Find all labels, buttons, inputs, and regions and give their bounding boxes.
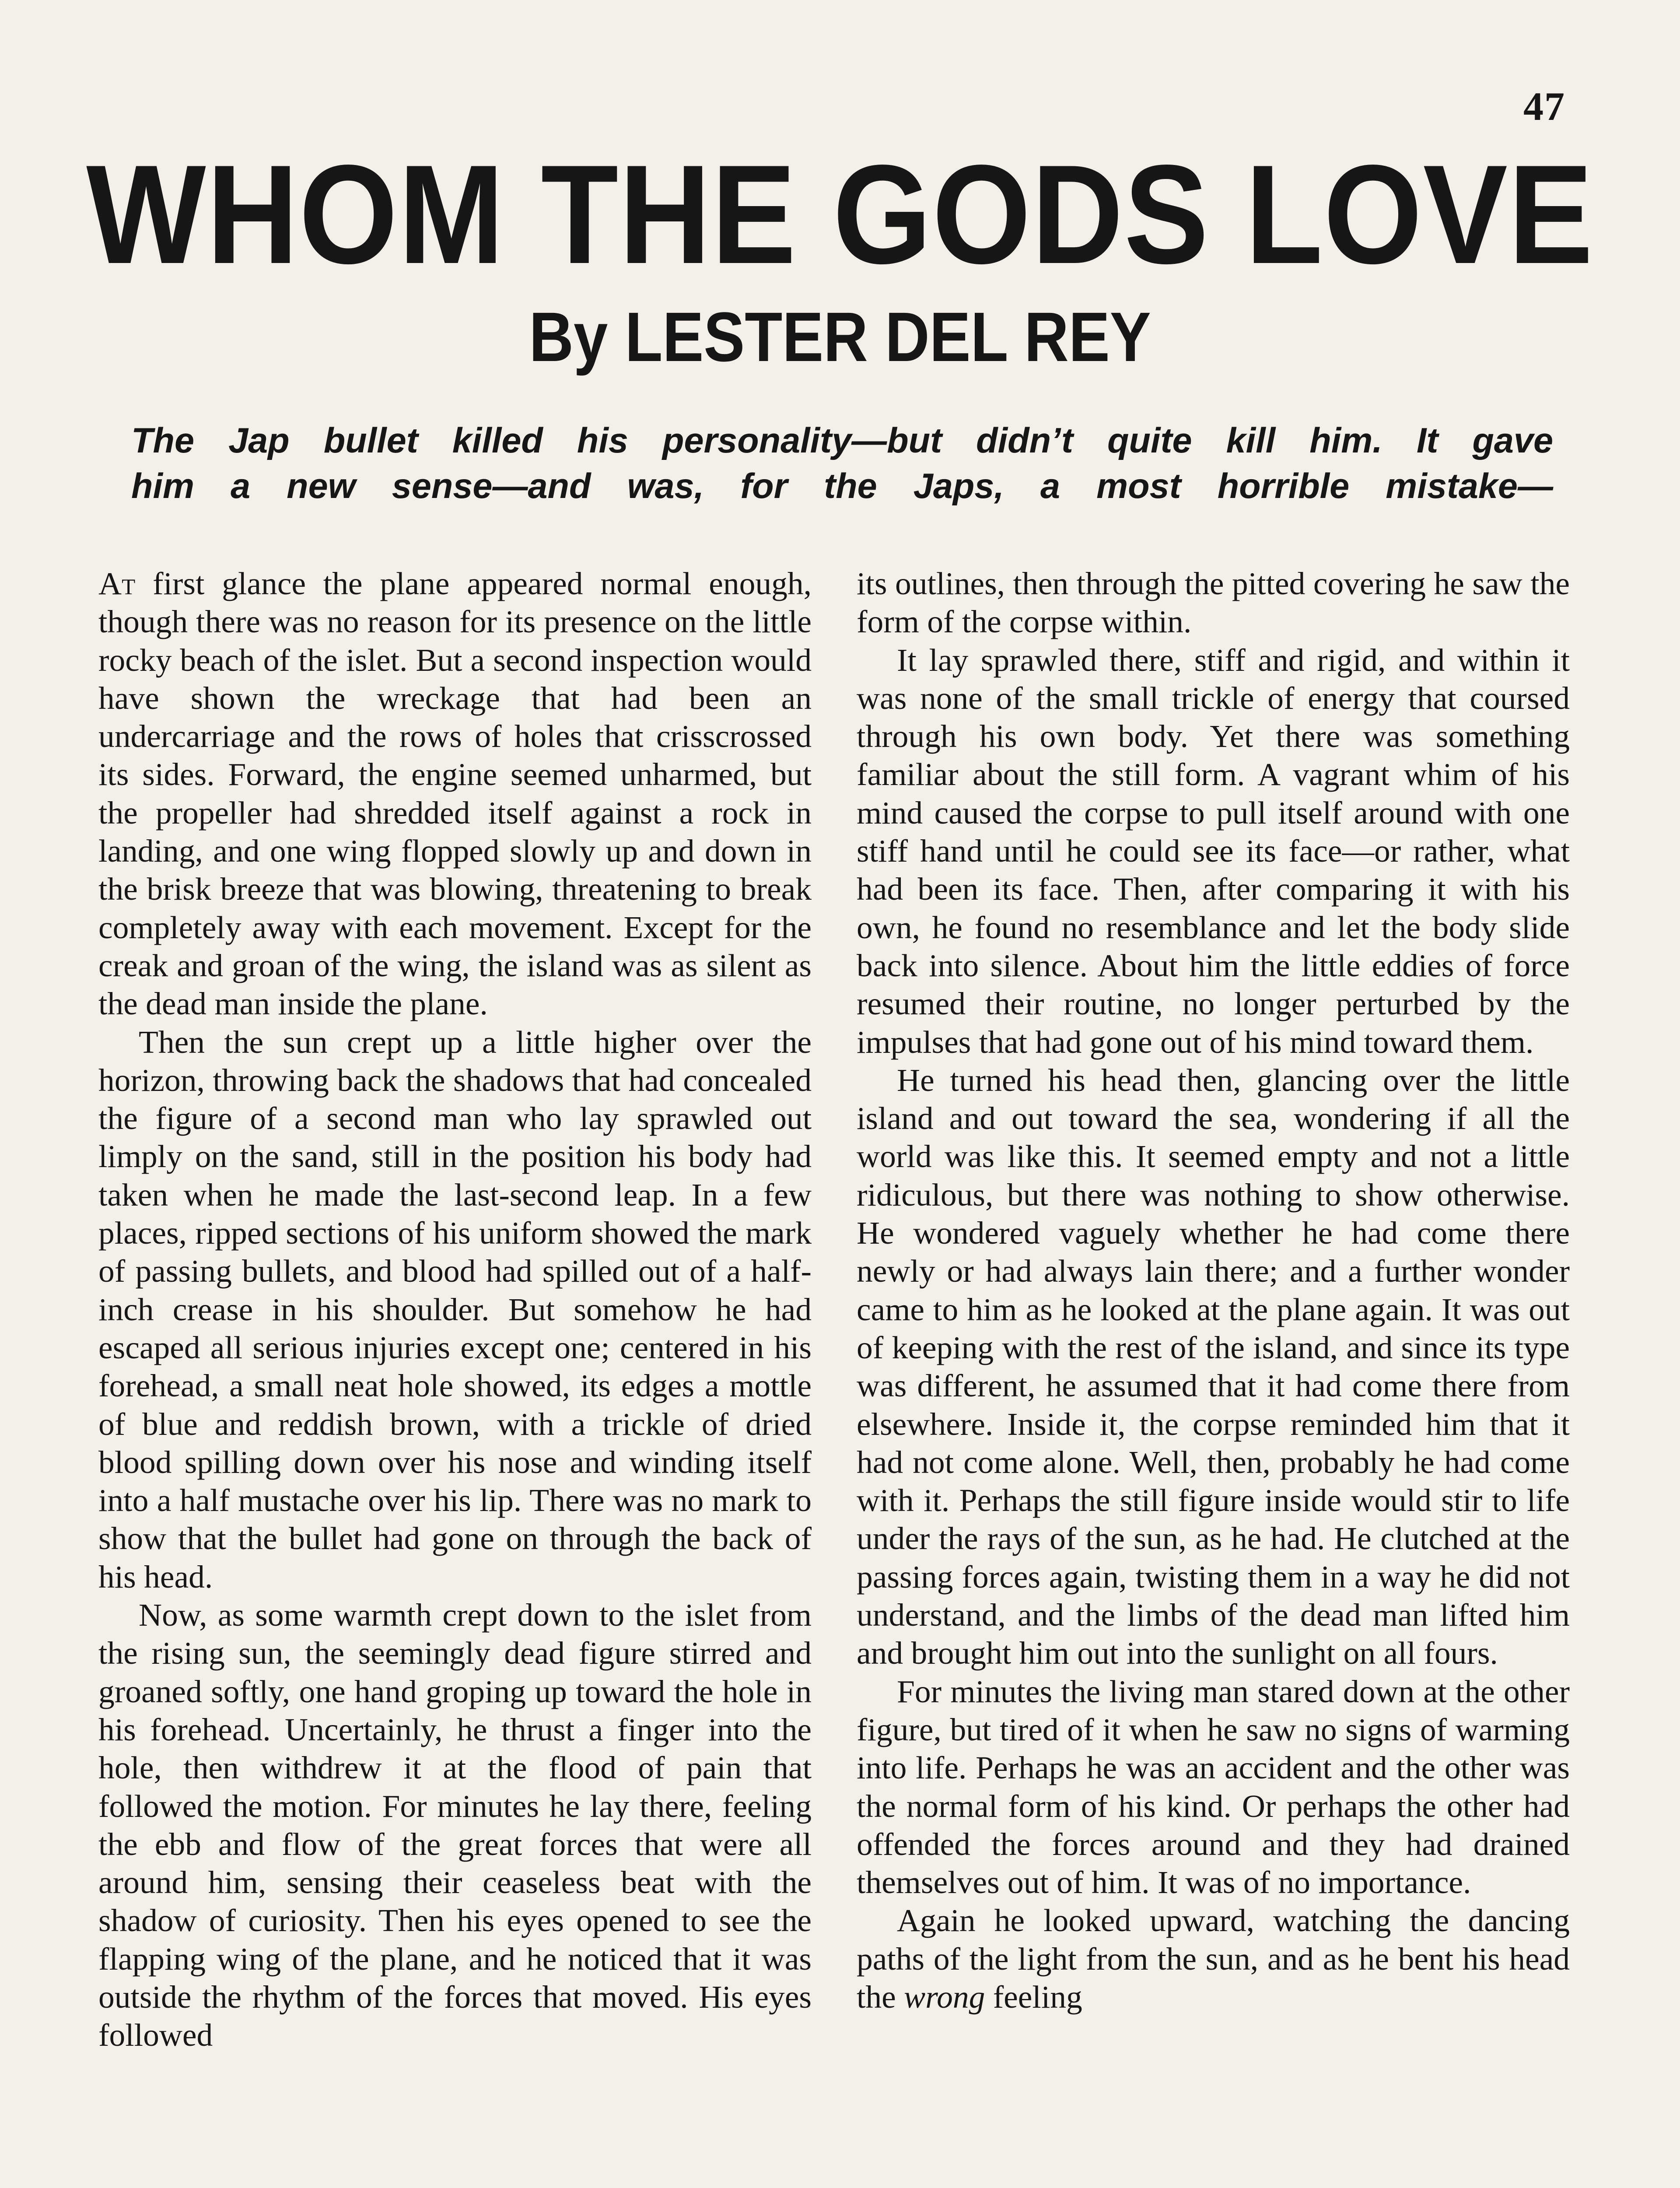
paragraph-text: first glance the plane appeared normal enough, though there was no reason for its presence on the little rocky beach of the islet. But a second inspection would have shown the wreckage that had been an undercarriage and the rows of holes that crisscrossed its sides. Forward, the engine seemed unharmed, but the propeller had shredded itself against a rock in landing, and one wing flopped slowly up and down in the brisk breeze that was blowing, threatening to break completely away with each movement. Except for the creak and groan of the wing, the island was as silent as the dead man inside the plane.: [98, 566, 812, 1022]
byline: By LESTER DEL REY: [529, 298, 1151, 376]
paragraph: For minutes the living man stared down at the other figure, but tired of it when he saw no signs of warming into life. Perhaps he was an accident and the other was the normal form of his kind. Or perhaps the other had offended the forces around and they had drained themselves out of him. It was of no importance.: [857, 1673, 1570, 1900]
emphasis-word: wrong: [904, 1979, 985, 2015]
paragraph: Now, as some warmth crept down to the islet from the rising sun, the seemingly dead figure stirred and groaned softly, one hand groping up toward the hole in his forehead. Uncertainly, he thrust a finger into the hole, then withdrew it at the flood of pain that followed the motion. For minutes he lay there, feeling the ebb and flow of the great forces that were all around him, sensing their ceaseless beat with the shadow of curiosity. Then his eyes opened to see the flapping wing of the plane, and he noticed that it was outside the rhythm of the forces that moved. His eyes followed: [98, 1597, 812, 2053]
page-number: 47: [1523, 84, 1565, 129]
paragraph: its outlines, then through the pitted covering he saw the form of the corpse within.: [857, 566, 1570, 640]
story-title: WHOM THE GODS LOVE: [86, 136, 1594, 293]
deck-line: The Jap bullet killed his personality—but didn’t quite kill him. It gave: [131, 421, 1553, 460]
right-column: [857, 565, 1570, 2016]
paragraph: Then the sun crept up a little higher over the horizon, throwing back the shadows that had concealed the figure of a second man who lay sprawled out limply on the sand, still in the position his body had taken when he made the last-second leap. In a few places, ripped sections of his uniform showed the mark of passing bullets, and blood had spilled out of a half-inch crease in his shoulder. But somehow he had escaped all serious injuries except one; centered in his forehead, a small neat hole showed, its edges a mottle of blue and reddish brown, with a trickle of dried blood spilling down over his nose and winding itself into a half mustache over his lip. There was no mark to show that the bullet had gone on through the back of his head.: [98, 1024, 812, 1595]
paragraph: [98, 565, 812, 1023]
drop-word: At: [98, 566, 136, 601]
paragraph: He turned his head then, glancing over the little island and out toward the sea, wondering if all the world was like this. It seemed empty and not a little ridiculous, but there was nothing to show otherwise. He wondered vaguely whether he had come there newly or had always lain there; and a further wonder came to him as he looked at the plane again. It was out of keeping with the rest of the island, and since its type was different, he assumed that it had come there from elsewhere. Inside it, the corpse reminded him that it had not come alone. Well, then, probably he had come with it. Perhaps the still figure inside would stir to life under the rays of the sun, as he had. He clutched at the passing forces again, twisting them in a way he did not understand, and the limbs of the dead man lifted him and brought him out into the sunlight on all fours.: [857, 1062, 1570, 1671]
paragraph-text: Again he looked upward, watching the dancing paths of the light from the sun, and as he bent his head the: [857, 1903, 1570, 2015]
deck-line: him a new sense—and was, for the Japs, a most horrible mistake—: [131, 466, 1553, 506]
deck-blurb: [131, 418, 1553, 509]
paragraph: It lay sprawled there, stiff and rigid, and within it was none of the small trickle of energy that coursed through his own body. Yet there was something familiar about the still form. A vagrant whim of his mind caused the corpse to pull itself around with one stiff hand until he could see its face—or rather, what had been its face. Then, after comparing it with his own, he found no resemblance and let the body slide back into silence. About him the little eddies of force resumed their routine, no longer perturbed by the impulses that had gone out of his mind toward them.: [857, 642, 1570, 1060]
paragraph: [857, 1901, 1570, 2016]
left-column: [98, 565, 812, 2055]
paragraph-text: feeling: [985, 1979, 1082, 2015]
